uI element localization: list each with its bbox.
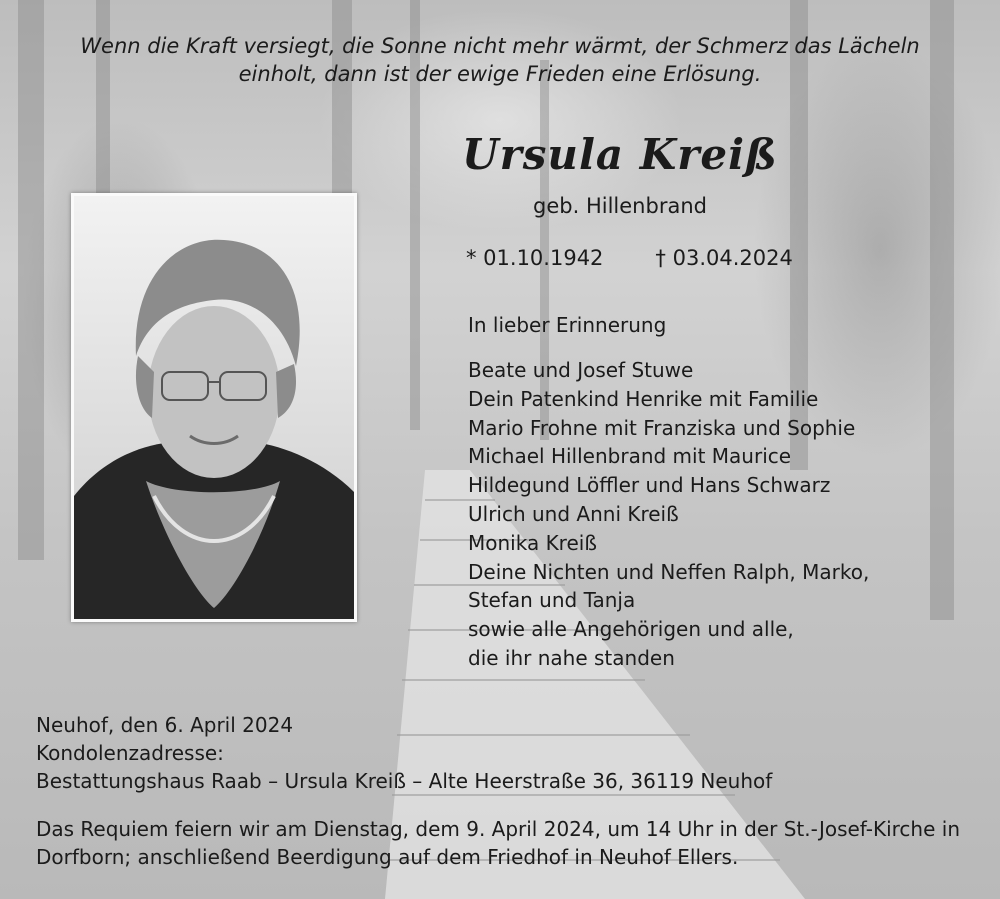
condolence-address: Bestattungshaus Raab – Ursula Kreiß – Alte Heerstraße 36, 36119 Neuhof xyxy=(36,769,773,793)
notice-info xyxy=(36,711,772,795)
mourner-entry: Dein Patenkind Henrike mit Familie xyxy=(468,386,819,411)
motto-verse xyxy=(40,32,960,88)
death-date: † 03.04.2024 xyxy=(655,246,793,270)
condolence-label: Kondolenzadresse: xyxy=(36,741,224,765)
birth-date: * 01.10.1942 xyxy=(466,246,604,270)
mourner-entry: Beate und Josef Stuwe xyxy=(468,358,694,382)
mourner-entry: sowie alle Angehörigen und alle, xyxy=(468,617,794,642)
mourner-entry: Michael Hillenbrand mit Maurice xyxy=(468,444,792,469)
mourner-entry: Monika Kreiß xyxy=(468,530,597,555)
memory-heading: In lieber Erinnerung xyxy=(468,313,667,337)
mourner-entry: Hildegund Löffler und Hans Schwarz xyxy=(468,473,831,498)
motto-line-2: einholt, dann ist der ewige Frieden eine Erlösung. xyxy=(238,62,762,86)
deceased-name: Ursula Kreiß xyxy=(462,130,778,179)
mourner-entry: Mario Frohne mit Franziska und Sophie xyxy=(468,415,856,440)
requiem-details: Das Requiem feiern wir am Dienstag, dem 9. April 2024, um 14 Uhr in der St.-Josef-Kirche in Dorfborn; anschließend Beerdigung auf dem Friedhof in Neuhof Ellers. xyxy=(36,817,960,869)
birth-name: geb. Hillenbrand xyxy=(533,194,707,218)
place-and-date: Neuhof, den 6. April 2024 xyxy=(36,713,294,737)
mourner-entry: Deine Nichten und Neffen Ralph, Marko, xyxy=(468,559,870,584)
portrait-photo xyxy=(71,193,357,622)
portrait-image xyxy=(74,196,354,619)
mourners-list xyxy=(468,356,869,673)
mourner-entry: die ihr nahe standen xyxy=(468,645,675,670)
mourner-entry: Ulrich und Anni Kreiß xyxy=(468,501,679,526)
motto-line-1: Wenn die Kraft versiegt, die Sonne nicht mehr wärmt, der Schmerz das Lächeln xyxy=(80,34,920,58)
mourner-entry: Stefan und Tanja xyxy=(468,588,636,613)
life-dates xyxy=(466,244,793,272)
